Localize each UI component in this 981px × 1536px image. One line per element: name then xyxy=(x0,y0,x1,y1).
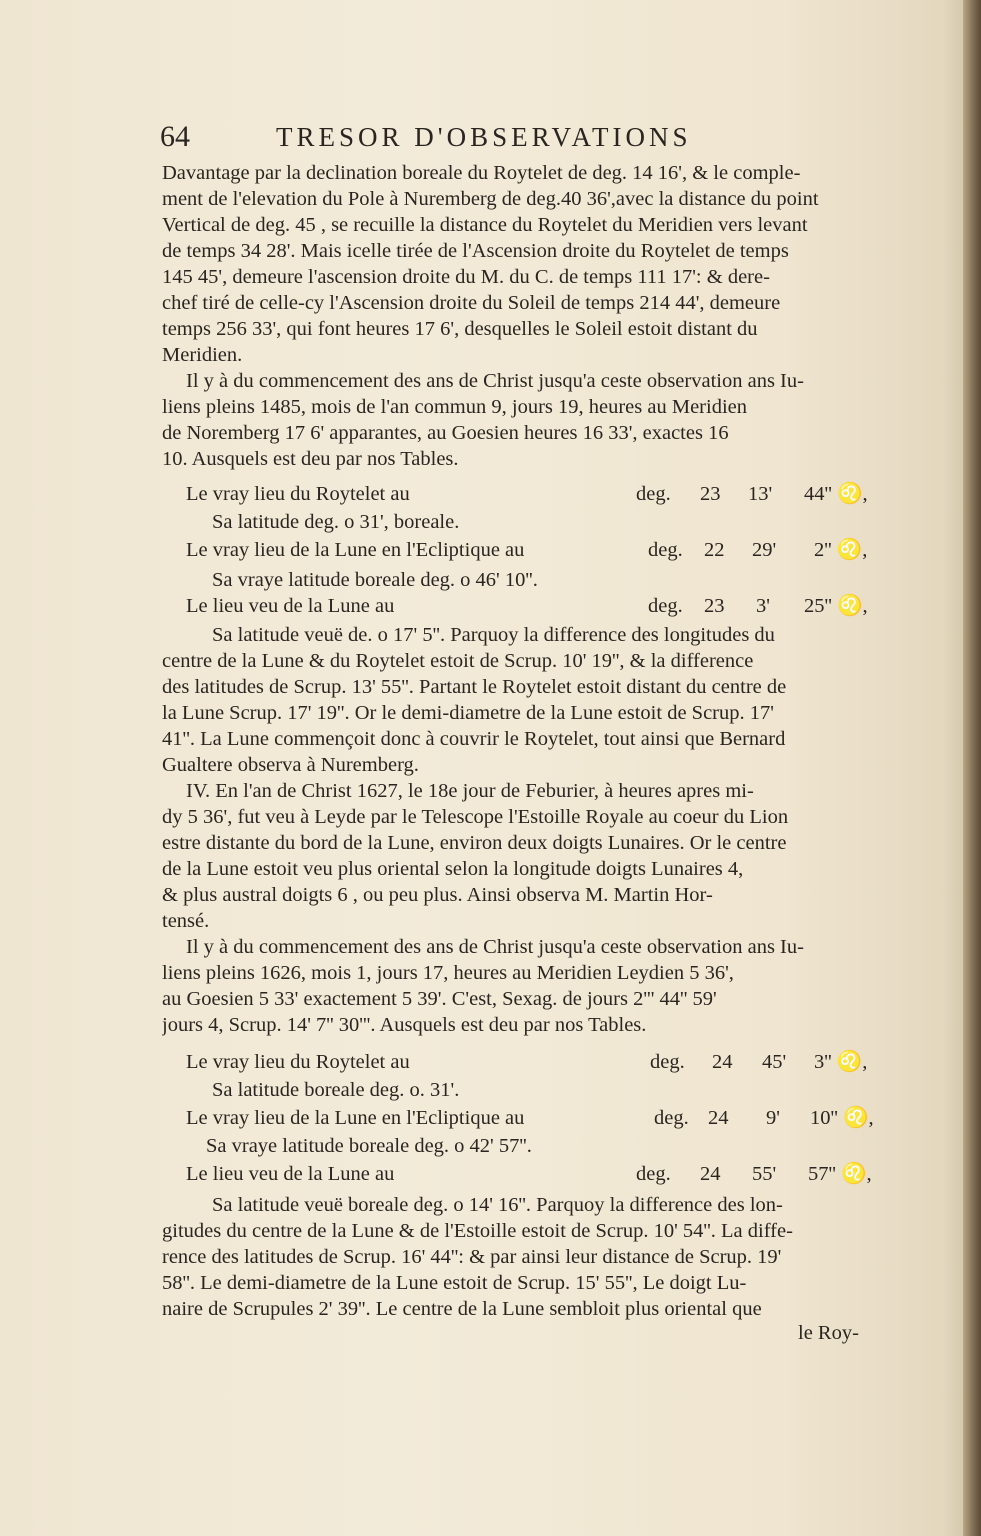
table-row xyxy=(186,592,886,620)
degrees-value: 24 xyxy=(700,1163,721,1185)
table-row xyxy=(186,536,886,564)
book-edge xyxy=(963,0,981,1536)
table-row xyxy=(186,1160,886,1188)
text-line: 58''. Le demi-diametre de la Lune estoit de Scrup. 15' 55'', Le doigt Lu- xyxy=(162,1272,747,1294)
row-label: Sa latitude deg. o 31', boreale. xyxy=(212,511,460,533)
text-line: 145 45', demeure l'ascension droite du M. du C. de temps 111 17': & dere- xyxy=(162,266,770,288)
text-line: & plus austral doigts 6 , ou peu plus. Ainsi observa M. Martin Hor- xyxy=(162,884,713,906)
text-line: gitudes du centre de la Lune & de l'Estoille estoit de Scrup. 10' 54''. La diffe- xyxy=(162,1220,793,1242)
degrees-value: 23 xyxy=(700,483,721,505)
row-label: Le vray lieu de la Lune en l'Ecliptique au xyxy=(186,1107,525,1129)
text-line: la Lune Scrup. 17' 19''. Or le demi-diametre de la Lune estoit de Scrup. 17' xyxy=(162,702,774,724)
text-line: Gualtere observa à Nuremberg. xyxy=(162,754,419,776)
text-line: liens pleins 1626, mois 1, jours 17, heures au Meridien Leydien 5 36', xyxy=(162,962,734,984)
text-line: Il y à du commencement des ans de Christ jusqu'a ceste observation ans Iu- xyxy=(186,936,804,958)
text-line: Il y à du commencement des ans de Christ jusqu'a ceste observation ans Iu- xyxy=(186,370,804,392)
table-row xyxy=(212,566,912,594)
row-label: Le lieu veu de la Lune au xyxy=(186,1163,395,1185)
degrees-value: 24 xyxy=(708,1107,729,1129)
row-label: Sa latitude boreale deg. o. 31'. xyxy=(212,1079,460,1101)
text-line: ment de l'elevation du Pole à Nuremberg de deg.40 36',avec la distance du point xyxy=(162,188,819,210)
minutes-value: 13' xyxy=(748,483,773,505)
text-line: Vertical de deg. 45 , se recuille la distance du Roytelet du Meridien vers levant xyxy=(162,214,808,236)
page-header xyxy=(160,118,880,158)
text-line: Davantage par la declination boreale du Roytelet de deg. 14 16', & le comple- xyxy=(162,162,801,184)
text-line: au Goesien 5 33' exactement 5 39'. C'est, Sexag. de jours 2''' 44'' 59' xyxy=(162,988,717,1010)
seconds-value: 3'' ♌, xyxy=(814,1051,868,1073)
text-line: tensé. xyxy=(162,910,210,932)
minutes-value: 3' xyxy=(756,595,770,617)
text-line: 10. Ausquels est deu par nos Tables. xyxy=(162,448,459,470)
row-label: Le vray lieu du Roytelet au xyxy=(186,483,410,505)
seconds-value: 2'' ♌, xyxy=(814,539,868,561)
text-line: chef tiré de celle-cy l'Ascension droite du Soleil de temps 214 44', demeure xyxy=(162,292,781,314)
minutes-value: 45' xyxy=(762,1051,787,1073)
deg-label: deg. xyxy=(636,1163,671,1185)
row-label: Le vray lieu du Roytelet au xyxy=(186,1051,410,1073)
text-line: naire de Scrupules 2' 39''. Le centre de la Lune sembloit plus oriental que xyxy=(162,1298,762,1320)
row-label: Le lieu veu de la Lune au xyxy=(186,595,395,617)
running-head: TRESOR D'OBSERVATIONS xyxy=(276,122,692,152)
text-line: des latitudes de Scrup. 13' 55''. Partant le Roytelet estoit distant du centre de xyxy=(162,676,787,698)
deg-label: deg. xyxy=(650,1051,685,1073)
seconds-value: 10'' ♌, xyxy=(810,1107,874,1129)
text-line: jours 4, Scrup. 14' 7'' 30'''. Ausquels est deu par nos Tables. xyxy=(162,1014,647,1036)
row-label: Sa vraye latitude boreale deg. o 42' 57''. xyxy=(206,1135,532,1157)
table-row xyxy=(186,480,886,508)
table-row xyxy=(186,1104,886,1132)
text-line: IV. En l'an de Christ 1627, le 18e jour de Feburier, à heures apres mi- xyxy=(186,780,754,802)
degrees-value: 23 xyxy=(704,595,725,617)
text-line: centre de la Lune & du Roytelet estoit de Scrup. 10' 19'', & la difference xyxy=(162,650,754,672)
text-line: Sa latitude veuë boreale deg. o 14' 16''. Parquoy la difference des lon- xyxy=(212,1194,783,1216)
row-label: Sa vraye latitude boreale deg. o 46' 10''. xyxy=(212,569,538,591)
text-line: dy 5 36', fut veu à Leyde par le Telescope l'Estoille Royale au coeur du Lion xyxy=(162,806,789,828)
text-line: estre distante du bord de la Lune, environ deux doigts Lunaires. Or le centre xyxy=(162,832,787,854)
page-number: 64 xyxy=(160,120,190,153)
text-line: de la Lune estoit veu plus oriental selon la longitude doigts Lunaires 4, xyxy=(162,858,744,880)
text-line: rence des latitudes de Scrup. 16' 44'': & par ainsi leur distance de Scrup. 19' xyxy=(162,1246,782,1268)
deg-label: deg. xyxy=(654,1107,689,1129)
seconds-value: 57'' ♌, xyxy=(808,1163,872,1185)
minutes-value: 55' xyxy=(752,1163,777,1185)
catchword: le Roy- xyxy=(798,1322,859,1344)
table-row xyxy=(186,1048,886,1076)
row-label: Le vray lieu de la Lune en l'Ecliptique au xyxy=(186,539,525,561)
text-line: Sa latitude veuë de. o 17' 5''. Parquoy la difference des longitudes du xyxy=(212,624,775,646)
degrees-value: 24 xyxy=(712,1051,733,1073)
text-line: liens pleins 1485, mois de l'an commun 9, jours 19, heures au Meridien xyxy=(162,396,748,418)
deg-label: deg. xyxy=(648,595,683,617)
text-line: 41''. La Lune commençoit donc à couvrir le Roytelet, tout ainsi que Bernard xyxy=(162,728,786,750)
table-row xyxy=(212,1076,912,1104)
seconds-value: 44'' ♌, xyxy=(804,483,868,505)
text-line: temps 256 33', qui font heures 17 6', desquelles le Soleil estoit distant du xyxy=(162,318,758,340)
minutes-value: 9' xyxy=(766,1107,780,1129)
table-row xyxy=(212,508,912,536)
table-row xyxy=(206,1132,906,1160)
seconds-value: 25'' ♌, xyxy=(804,595,868,617)
text-line: de temps 34 28'. Mais icelle tirée de l'Ascension droite du Roytelet de temps xyxy=(162,240,789,262)
deg-label: deg. xyxy=(648,539,683,561)
minutes-value: 29' xyxy=(752,539,777,561)
text-line: de Noremberg 17 6' apparantes, au Goesien heures 16 33', exactes 16 xyxy=(162,422,729,444)
deg-label: deg. xyxy=(636,483,671,505)
degrees-value: 22 xyxy=(704,539,725,561)
text-line: Meridien. xyxy=(162,344,243,366)
